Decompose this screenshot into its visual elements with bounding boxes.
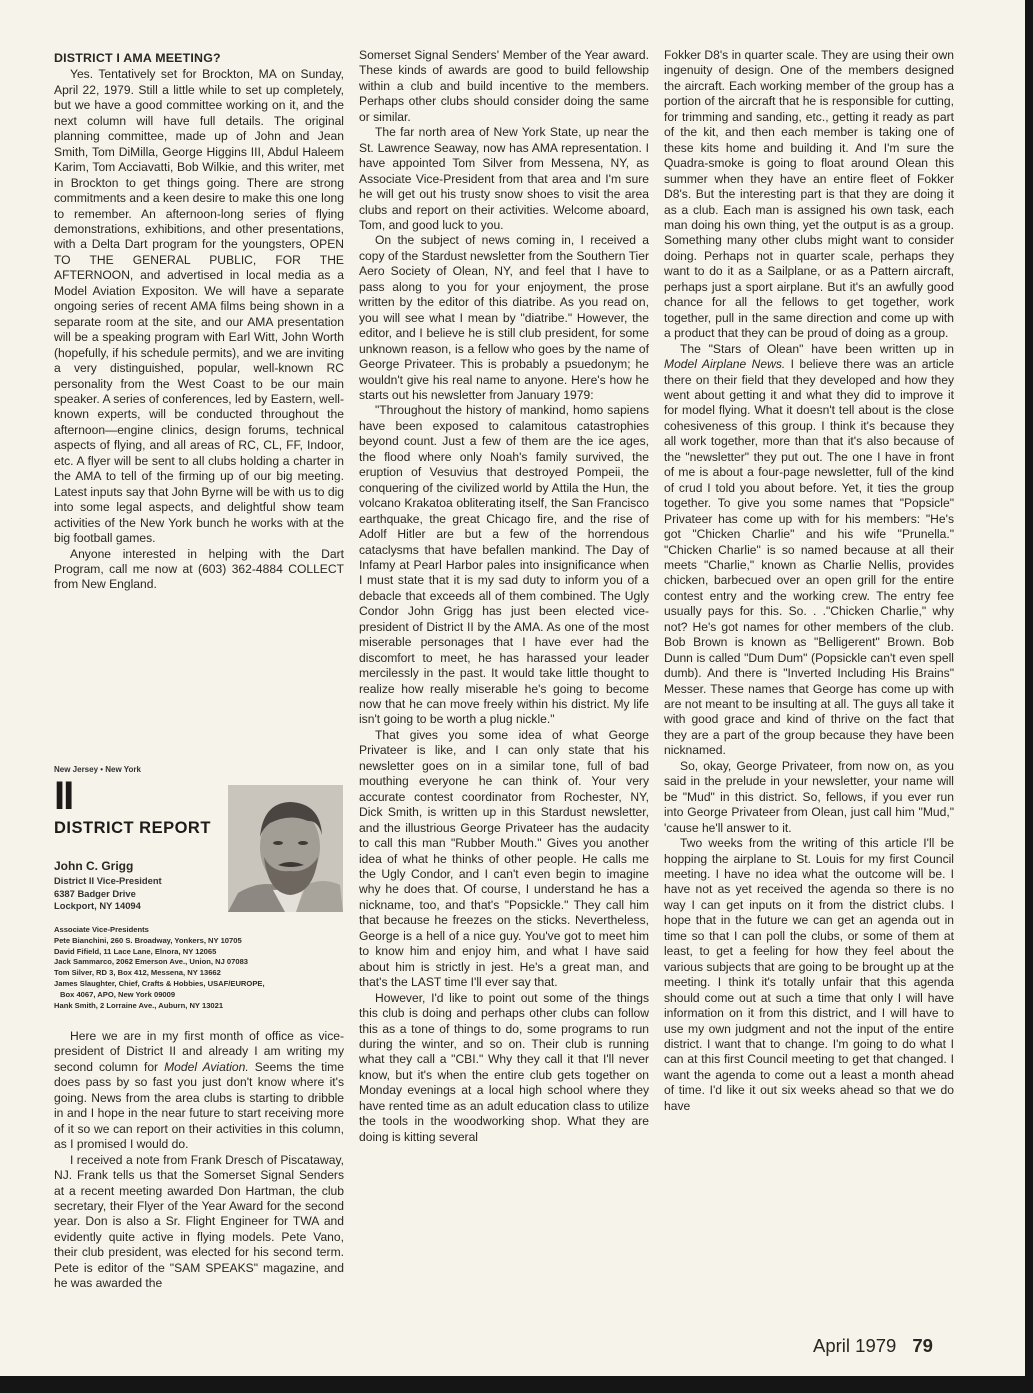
associate-entry: Pete Bianchini, 260 S. Broadway, Yonkers, NY 10705: [54, 935, 242, 945]
text-run: I believe there was an article there on their field that they developed and how they went about getting it and what they did to improve it for model flying. What it doesn't tell about is the close cohesiveness of this group. I think it's because they all work together, more than that it's also because of the "newsletter" they put out. The one I have in front of me is about a four-page newsletter, full of the kind of crud I told you about before. Yet, it ties the group together. To give you some names that "Popsicle" Privateer has come up with for his members: "He's got "Chicken Charlie" and his wife "Prunella." "Chicken Charlie" is so named because at all their meets "Charlie," known as Charlie Nellis, provides chicken, barbecued over an open grill for the entire contest entry and the working crew. The entry fee usually pays for this. So. . ."Chicken Charlie," why not? He's got names for other members of the club. Bob Brown is known as "Belligerent" Brown. Bob Dunn is called "Dum Dum" (Popsickle can't even spell dumb). And there is "Inverted Including His Brains" Messer. These names that George has come up with are not meant to be insulting at all. The guys all take it with good grace and kind of thrive on the fact that they are a part of the group because they have been nicknamed.: [664, 357, 954, 758]
author-address-line: 6387 Badger Drive: [54, 887, 136, 899]
associate-entry: David Fifield, 11 Lace Lane, Elnora, NY 12065: [54, 946, 217, 956]
paragraph: The far north area of New York State, up near the St. Lawrence Seaway, now has AMA representation. I have appointed Tom Silver from Messena, NY, as Associate Vice-President from that area and I'm sure he will get out his trusty snow shoes to visit the area clubs and report on their activities. Welcome aboard, Tom, and good luck to you.: [359, 125, 649, 232]
district-numeral: II: [54, 774, 73, 818]
column-title: DISTRICT REPORT: [54, 819, 211, 837]
region-label: New Jersey • New York: [54, 765, 141, 774]
text-run: Seems the time does pass by so fast you just don't know where it's going. News from the area clubs is starting to dribble in and I hope in the near future to start receiving more of it so we can report on their activities in this column, as I promised I would do.: [54, 1059, 344, 1152]
column-2: [359, 48, 649, 1145]
publication-title: Model Aviation.: [164, 1059, 249, 1074]
section-heading: DISTRICT I AMA MEETING?: [54, 51, 221, 65]
author-info: [54, 875, 162, 913]
paragraph: [54, 1029, 344, 1153]
paragraph: I received a note from Frank Dresch of Piscataway, NJ. Frank tells us that the Somerset Signal Senders at a recent meeting awarded Don Hartman, the club secretary, their Flyer of the Year Award for the second year. Don is also a Sr. Flight Engineer for TWA and evidently quite active in flying models. Pete Vano, their club president, was elected for his second term. Pete is editor of the "SAM SPEAKS" magazine, and he was awarded the: [54, 1152, 344, 1291]
associates-heading: Associate Vice-Presidents: [54, 925, 149, 934]
paragraph: [664, 342, 954, 759]
associate-entry: Hank Smith, 2 Lorraine Ave., Auburn, NY 13021: [54, 1000, 224, 1010]
paragraph: Two weeks from the writing of this article I'll be hopping the airplane to St. Louis for my first Council meeting. I have no idea what the outcome will be. I have not as yet received the agenda so there is no way I can get inputs on it from the district clubs. I hope that in the future we can get an agenda out in time so that I can poll the clubs, or some of them at least, to get a feeling for how they feel about the various subjects that are going to be brought up at the meeting. I think it's totally unfair that this agenda should come out at such a time that only I will have information on it from this district, and I will have to use my own judgment and not the input of the entire district. I want that to change. I'm going to do what I can at this first Council meeting to get that changed. I want the agenda to come out a least a month ahead of time. I'd like it out six weeks ahead so that we do have: [664, 836, 954, 1113]
publication-title: Model Airplane News.: [664, 357, 786, 372]
paragraph: Somerset Signal Senders' Member of the Year award. These kinds of awards are good to build fellowship within a club and build incentive to the members. Perhaps other clubs should consider doing the same or similar.: [359, 48, 649, 124]
text-run: The "Stars of Olean" have been written up in: [680, 341, 954, 356]
author-address-line: Lockport, NY 14094: [54, 900, 141, 911]
associate-entry: Jack Sammarco, 2062 Emerson Ave., Union, NJ 07083: [54, 957, 249, 967]
author-photo: [228, 785, 343, 912]
portrait-image: [228, 785, 343, 912]
paragraph: Yes. Tentatively set for Brockton, MA on Sunday, April 22, 1979. Still a little while to set up completely, but we have a good committee working on it, and the next column will have full details. The original planning committee, made up of John and Jean Smith, Tom DiMilla, George Higgins III, Abdul Haleem Karim, Tom Acciavatti, Bob Wilkie, and this writer, met in Brockton to get things going. There are strong commitments and a keen desire to make this one long to remember. An afternoon-long series of flying demonstrations, exhibitions, and other presentations, with a Delta Dart program for the youngsters, OPEN TO THE GENERAL PUBLIC, FOR THE AFTERNOON, and advertised in local media as a Model Aviation Expositon. We will have a separate ongoing series of recent AMA films being shown in a separate room at the site, and our AMA presentation will be a speaking program with Earl Witt, John Worth (hopefully, if his schedule permits), and we are inviting a very distinguished, popular, well-known RC personality from the West Coast to be our main speaker. A series of conferences, led by Eastern, well-known experts, will be conducted throughout the afternoon—engine clinics, design forums, technical aspects of flying, and all areas of RC, CL, FF, Indoor, etc. A flyer will be sent to all clubs holding a charter in the AMA to tell of the firming up of our big meeting. Latest inputs say that John Byrne will be with us to dig into some legal aspects, and delightful show team activities of the New York bunch he works with at the big football games.: [54, 67, 344, 546]
issue-date: April 1979: [813, 1335, 897, 1356]
column-1-bottom: [54, 1029, 344, 1292]
author-title: District II Vice-President: [54, 875, 162, 886]
author-name: John C. Grigg: [54, 859, 134, 873]
text-run: Here we are in my first month of office as vice-president of District II and already I am writing my second column for: [54, 1029, 344, 1074]
paragraph: That gives you some idea of what George Privateer is like, and I can only state that his newsletter goes on in a similar tone, full of bad mouthing everyone he can think of. Your very accurate contest coordinator from Rochester, NY, Dick Smith, is written up in this Stardust newsletter, and the illustrious George Privateer has the audacity to call this man "Rubber Mouth." Gives you another idea of what he thinks of other people. He calls me the Ugly Condor, and I can't even begin to imagine why he does that. Of course, I understand he has a nickname, too, and that's "Popsickle." They call him that because he freezes on the sticks. Nevertheless, George is a hell of a nice guy. You've got to meet him to know him and enjoy him, and what I have said about him is strictly in jest. He's a great man, and that's the LAST time I'll ever say that.: [359, 727, 649, 990]
paragraph: Fokker D8's in quarter scale. They are using their own ingenuity of design. One of the members designed the aircraft. Each working member of the group has a portion of the aircraft that he is responsible for cutting, for trimming and sanding, etc., getting it ready as part of the kit, and then each member is taking one of these kits home and building it. And I'm sure the Quadra-smoke is going to float around Olean this summer when they have an entire fleet of Fokker D8's. But the interesting part is that they are doing it as a club. Each man is assigned his own task, each man doing his own thing, yet the output is as a group. Something many other clubs might want to consider doing. Perhaps not in quarter scale, perhaps they want to do it as a Sailplane, or as a Pattern aircraft, perhaps just a sport airplane. But it's an awfully good chance for all the fellows to get together, work together, pull in the same direction and come up with a product that they can be proud of doing as a group.: [664, 48, 954, 341]
page-footer: [813, 1335, 933, 1357]
quote-paragraph: "Throughout the history of mankind, homo sapiens have been exposed to calamitous catastrophies beyond count. Just a few of them are the ice ages, the flood where only Noah's family survived, the eruption of Vesuvius that destroyed Pompeii, the conquering of the civilized world by Attila the Hun, the volcano Krakatoa obliterating itself, the San Francisco earthquake, the great Chicago fire, and the rise of Adolf Hitler are but a few of the horrendous cataclysms that have befallen mankind. The Day of Infamy at Pearl Harbor pales into insignificance when I must state that it is my sad duty to inform you of a debacle that exceeds all of them combined. The Ugly Condor John Grigg has just been elected vice-president of District II by the AMA. As one of the most miserable personages that I have ever had the discomfort to meet, he has harassed your leader mercilessly in the past. It would take little thought to realize how really miserable he's going to become now that he can move freely within his district. My life isn't going to be worth a plug nickle.": [359, 403, 649, 727]
column-3: [664, 48, 954, 1114]
district-report-box: [54, 765, 344, 1020]
page-number: 79: [912, 1335, 933, 1356]
associate-entry: Box 4067, APO, New York 09009: [60, 989, 176, 999]
column-1-top: [54, 51, 344, 593]
associate-entry: Tom Silver, RD 3, Box 412, Messena, NY 13662: [54, 968, 221, 978]
paragraph: Anyone interested in helping with the Dart Program, call me now at (603) 362-4884 COLLECT from New England.: [54, 546, 344, 592]
paragraph: On the subject of news coming in, I received a copy of the Stardust newsletter from the Southern Tier Aero Society of Olean, NY, and feel that I have to pass along to you for your enjoyment, the prose written by the editor of this diatribe. As you read on, you will see what I mean by "diatribe." However, the editor, and I believe he is still club president, for some unknown reason, is a fellow who goes by the name of George Privateer. This is probably a psuedonym; he wouldn't give his real name to anyone. Here's how he starts out his newsletter from January 1979:: [359, 233, 649, 402]
paragraph: So, okay, George Privateer, from now on, as you said in the prelude in your newsletter, your name will be "Mud" in this district. So, fellows, if you ever run into George Privateer from Olean, just call him "Mud," 'cause he'll answer to it.: [664, 758, 954, 835]
associate-entry: James Slaughter, Chief, Crafts & Hobbies, USAF/EUROPE,: [54, 978, 265, 988]
associate-vice-presidents: [54, 925, 265, 1011]
paragraph: However, I'd like to point out some of the things this club is doing and perhaps other clubs can follow this as a tone of things to do, some programs to run during the winter, and so on. Their club is running what they call a "CBI." Why they call it that I'll never know, but it's when the entire club gets together on Monday evenings at a local high school where they have rented time as an adult education class to utilize the tools in the woodworking shop. What they are doing is kitting several: [359, 990, 649, 1144]
